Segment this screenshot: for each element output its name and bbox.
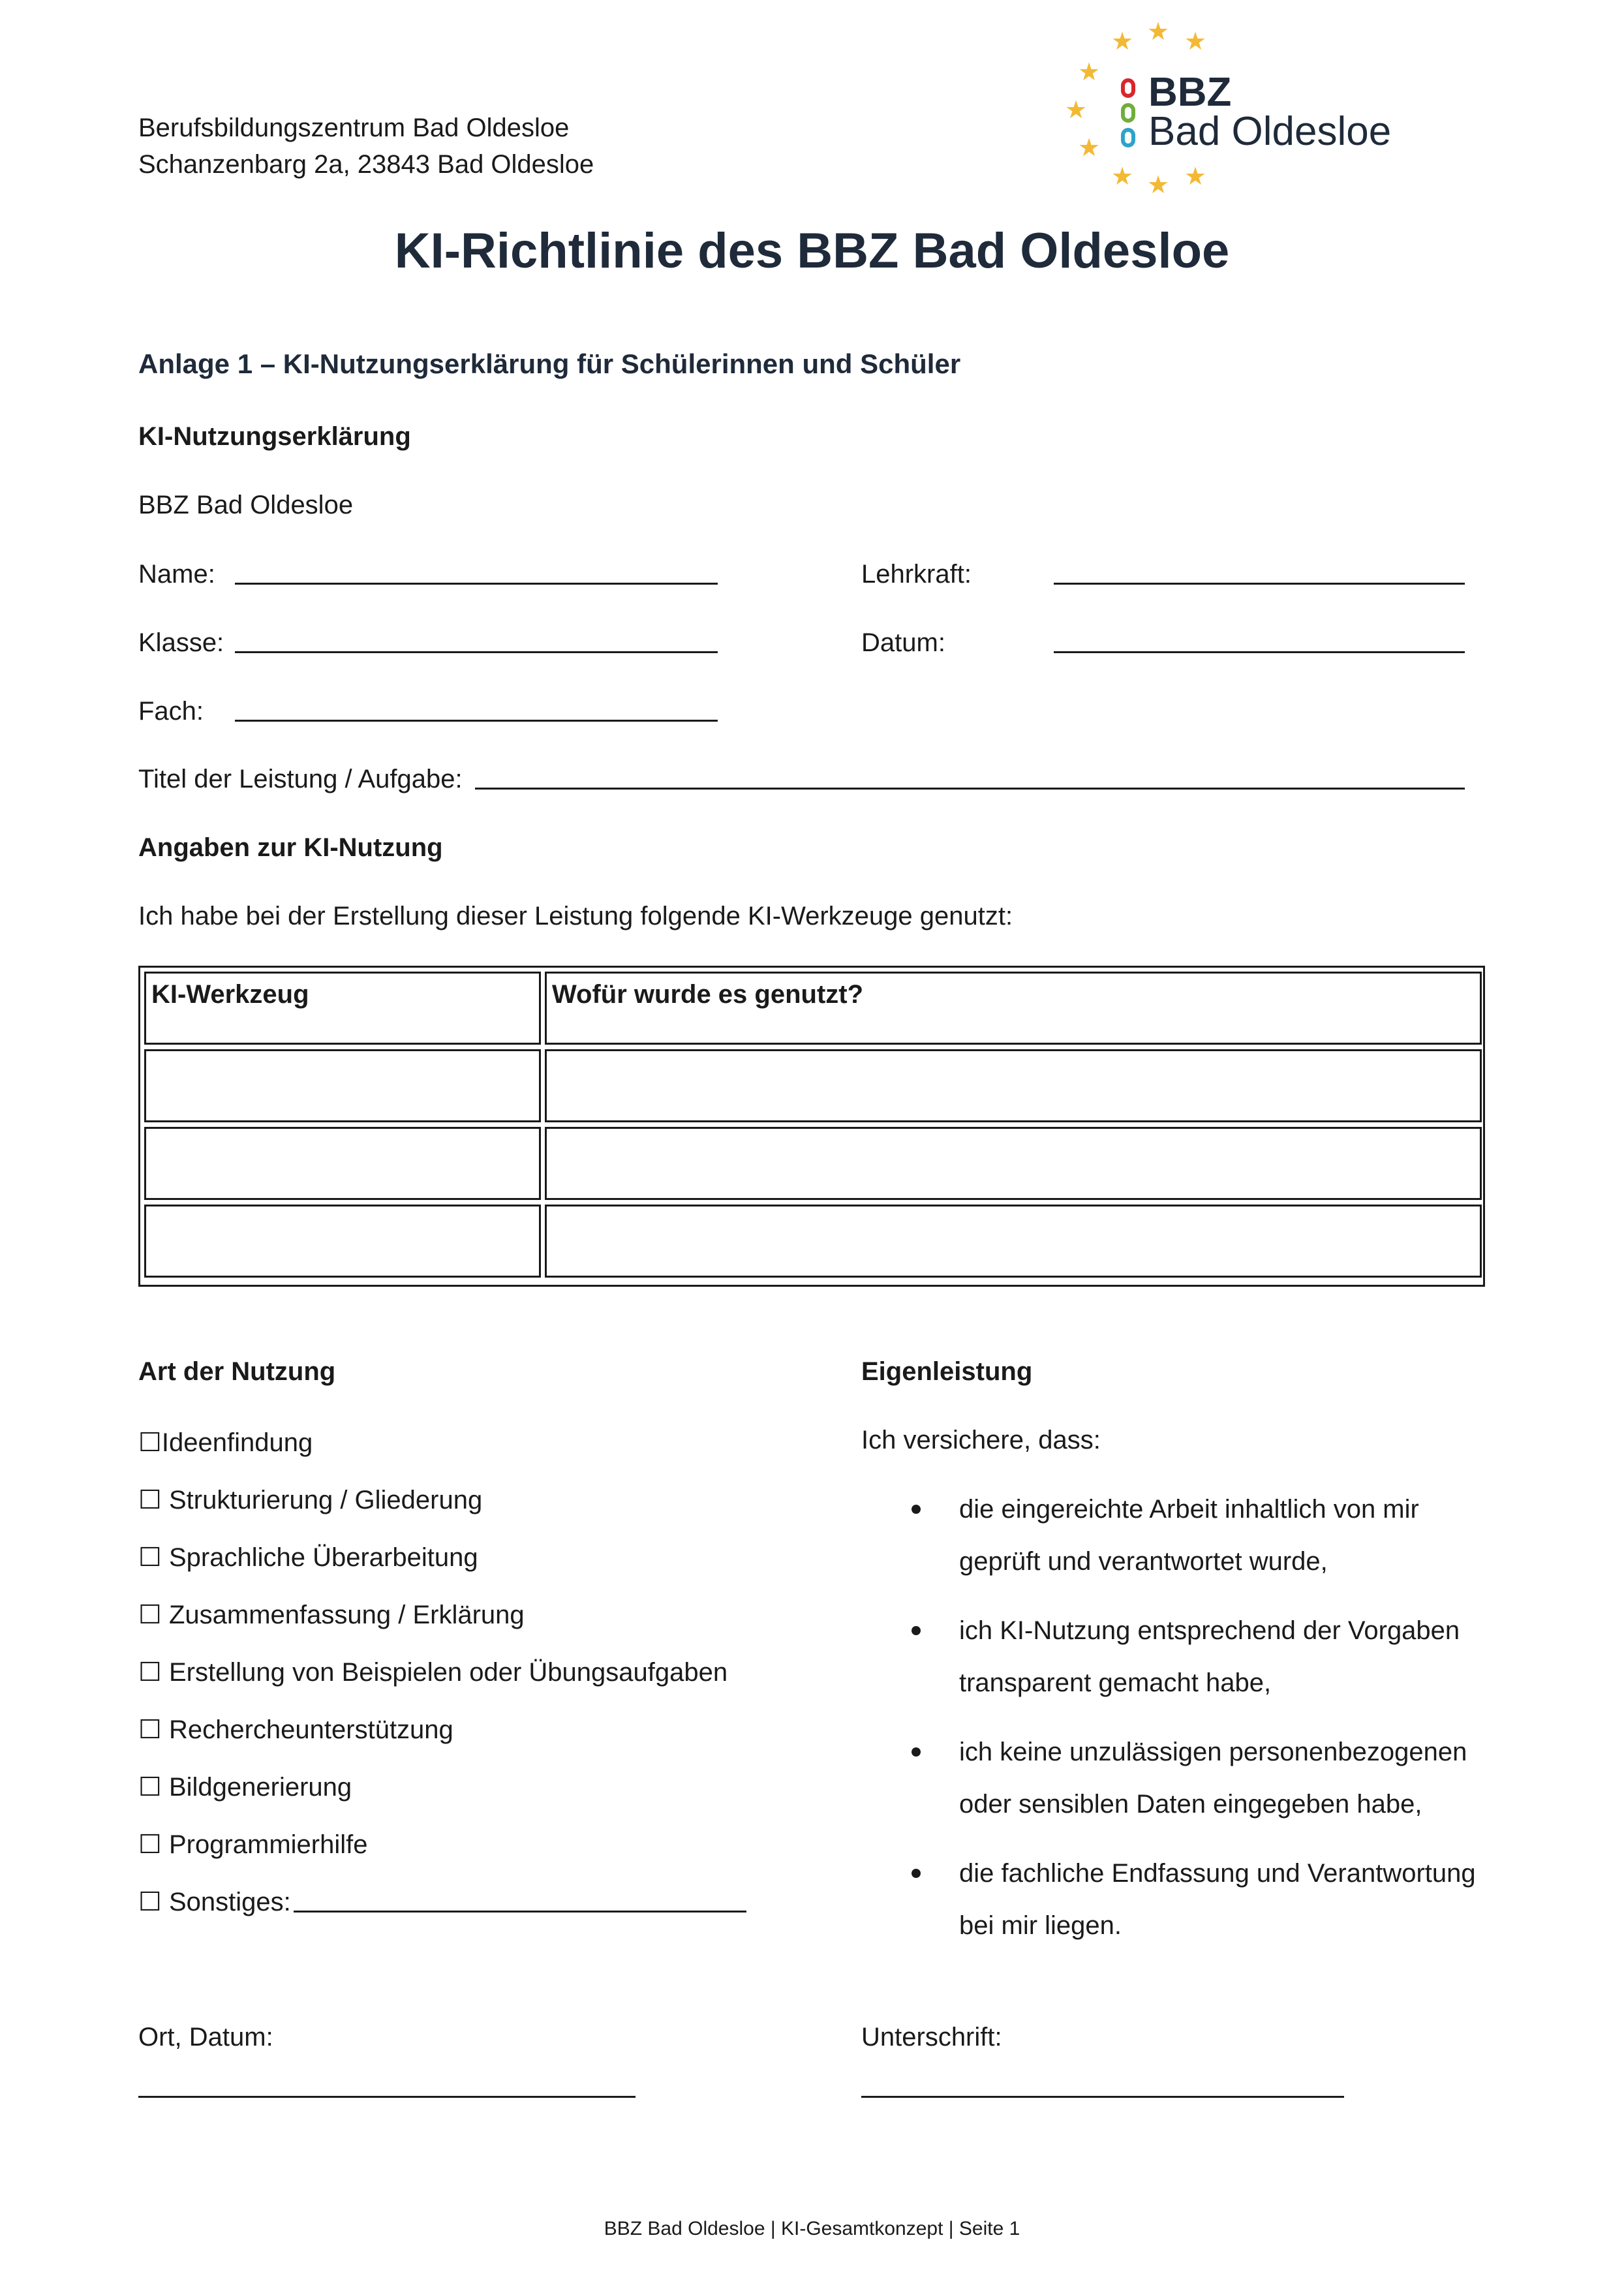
date-field[interactable] [1054, 651, 1465, 653]
other-field[interactable] [294, 1911, 746, 1913]
section-title: Anlage 1 – KI-Nutzungserklärung für Schülerinnen und Schüler [138, 348, 961, 379]
own-work-item-2-line1: ich KI-Nutzung entsprechend der Vorgaben [959, 1616, 1460, 1645]
option-programming[interactable]: ☐ Programmierhilfe [138, 1830, 368, 1859]
table-cell-tool-3[interactable] [144, 1205, 541, 1278]
table-cell-tool-2[interactable] [144, 1127, 541, 1200]
name-field[interactable] [235, 583, 718, 585]
table-cell-purpose-1[interactable] [545, 1049, 1482, 1122]
date-label: Datum: [861, 628, 945, 657]
usage-type-heading: Art der Nutzung [138, 1357, 336, 1386]
bullet-icon [912, 1626, 921, 1635]
star-icon: ★ [1184, 28, 1207, 55]
own-work-item-1-line2: geprüft und verantwortet wurde, [959, 1547, 1328, 1576]
option-language[interactable]: ☐ Sprachliche Überarbeitung [138, 1543, 478, 1572]
table-cell-purpose-2[interactable] [545, 1127, 1482, 1200]
signature-label: Unterschrift: [861, 2023, 1002, 2051]
option-examples[interactable]: ☐ Erstellung von Beispielen oder Übungsaufgaben [138, 1658, 728, 1687]
usage-intro: Ich habe bei der Erstellung dieser Leistung folgende KI-Werkzeuge genutzt: [138, 902, 1013, 930]
star-icon: ★ [1065, 97, 1088, 124]
task-title-label: Titel der Leistung / Aufgabe: [138, 765, 463, 793]
own-work-item-4-line1: die fachliche Endfassung und Verantwortung [959, 1859, 1476, 1888]
teacher-field[interactable] [1054, 583, 1465, 585]
own-work-item-2-line2: transparent gemacht habe, [959, 1668, 1272, 1697]
own-work-intro: Ich versichere, dass: [861, 1426, 1101, 1454]
option-summary[interactable]: ☐ Zusammenfassung / Erklärung [138, 1601, 525, 1629]
bullet-icon [912, 1869, 921, 1878]
footer: BBZ Bad Oldesloe | KI-Gesamtkonzept | Seite 1 [604, 2218, 1020, 2239]
option-idea[interactable]: ☐Ideenfindung [138, 1428, 313, 1457]
usage-heading: Angaben zur KI-Nutzung [138, 833, 443, 862]
task-title-field[interactable] [475, 788, 1465, 790]
table-cell-purpose-3[interactable] [545, 1205, 1482, 1278]
bullet-icon [912, 1505, 921, 1514]
logo-text-main: BBZ [1148, 70, 1232, 115]
table-header-tool-label: KI-Werkzeug [151, 980, 309, 1009]
bullet-icon [912, 1747, 921, 1757]
ki-tools-table [138, 966, 1485, 1287]
option-structure[interactable]: ☐ Strukturierung / Gliederung [138, 1486, 483, 1514]
declaration-heading: KI-Nutzungserklärung [138, 422, 411, 451]
star-icon: ★ [1111, 163, 1134, 191]
own-work-item-3-line1: ich keine unzulässigen personenbezogenen [959, 1738, 1467, 1766]
star-icon: ★ [1078, 59, 1101, 86]
class-field[interactable] [235, 651, 718, 653]
star-icon: ★ [1078, 134, 1101, 162]
star-icon: ★ [1147, 172, 1170, 199]
logo-text-sub: Bad Oldesloe [1148, 109, 1392, 154]
own-work-item-4-line2: bei mir liegen. [959, 1911, 1122, 1940]
green-dot-icon [1121, 103, 1135, 123]
org-name: Berufsbildungszentrum Bad Oldesloe [138, 114, 570, 142]
blue-dot-icon [1121, 128, 1135, 147]
school-name: BBZ Bad Oldesloe [138, 491, 354, 519]
star-icon: ★ [1111, 28, 1134, 55]
table-header-tool [144, 972, 541, 1045]
option-other[interactable]: ☐ Sonstiges: [138, 1888, 291, 1916]
place-date-label: Ort, Datum: [138, 2023, 273, 2051]
red-dot-icon [1121, 78, 1135, 98]
table-cell-tool-1[interactable] [144, 1049, 541, 1122]
bbz-logo [1064, 20, 1403, 202]
page-title: KI-Richtlinie des BBZ Bad Oldesloe [394, 223, 1230, 279]
class-label: Klasse: [138, 628, 224, 657]
own-work-heading: Eigenleistung [861, 1357, 1033, 1386]
option-image[interactable]: ☐ Bildgenerierung [138, 1773, 352, 1802]
name-label: Name: [138, 560, 215, 589]
org-address: Schanzenbarg 2a, 23843 Bad Oldesloe [138, 150, 594, 179]
table-header-purpose [545, 972, 1482, 1045]
subject-label: Fach: [138, 697, 204, 726]
star-icon: ★ [1147, 18, 1170, 46]
own-work-item-3-line2: oder sensiblen Daten eingegeben habe, [959, 1790, 1422, 1819]
table-header-purpose-label: Wofür wurde es genutzt? [552, 980, 864, 1009]
own-work-item-1-line1: die eingereichte Arbeit inhaltlich von mir [959, 1495, 1419, 1524]
option-research[interactable]: ☐ Rechercheunterstützung [138, 1715, 453, 1744]
star-icon: ★ [1184, 163, 1207, 191]
place-date-field[interactable] [138, 2096, 636, 2098]
subject-field[interactable] [235, 720, 718, 722]
teacher-label: Lehrkraft: [861, 560, 972, 589]
signature-field[interactable] [861, 2096, 1344, 2098]
